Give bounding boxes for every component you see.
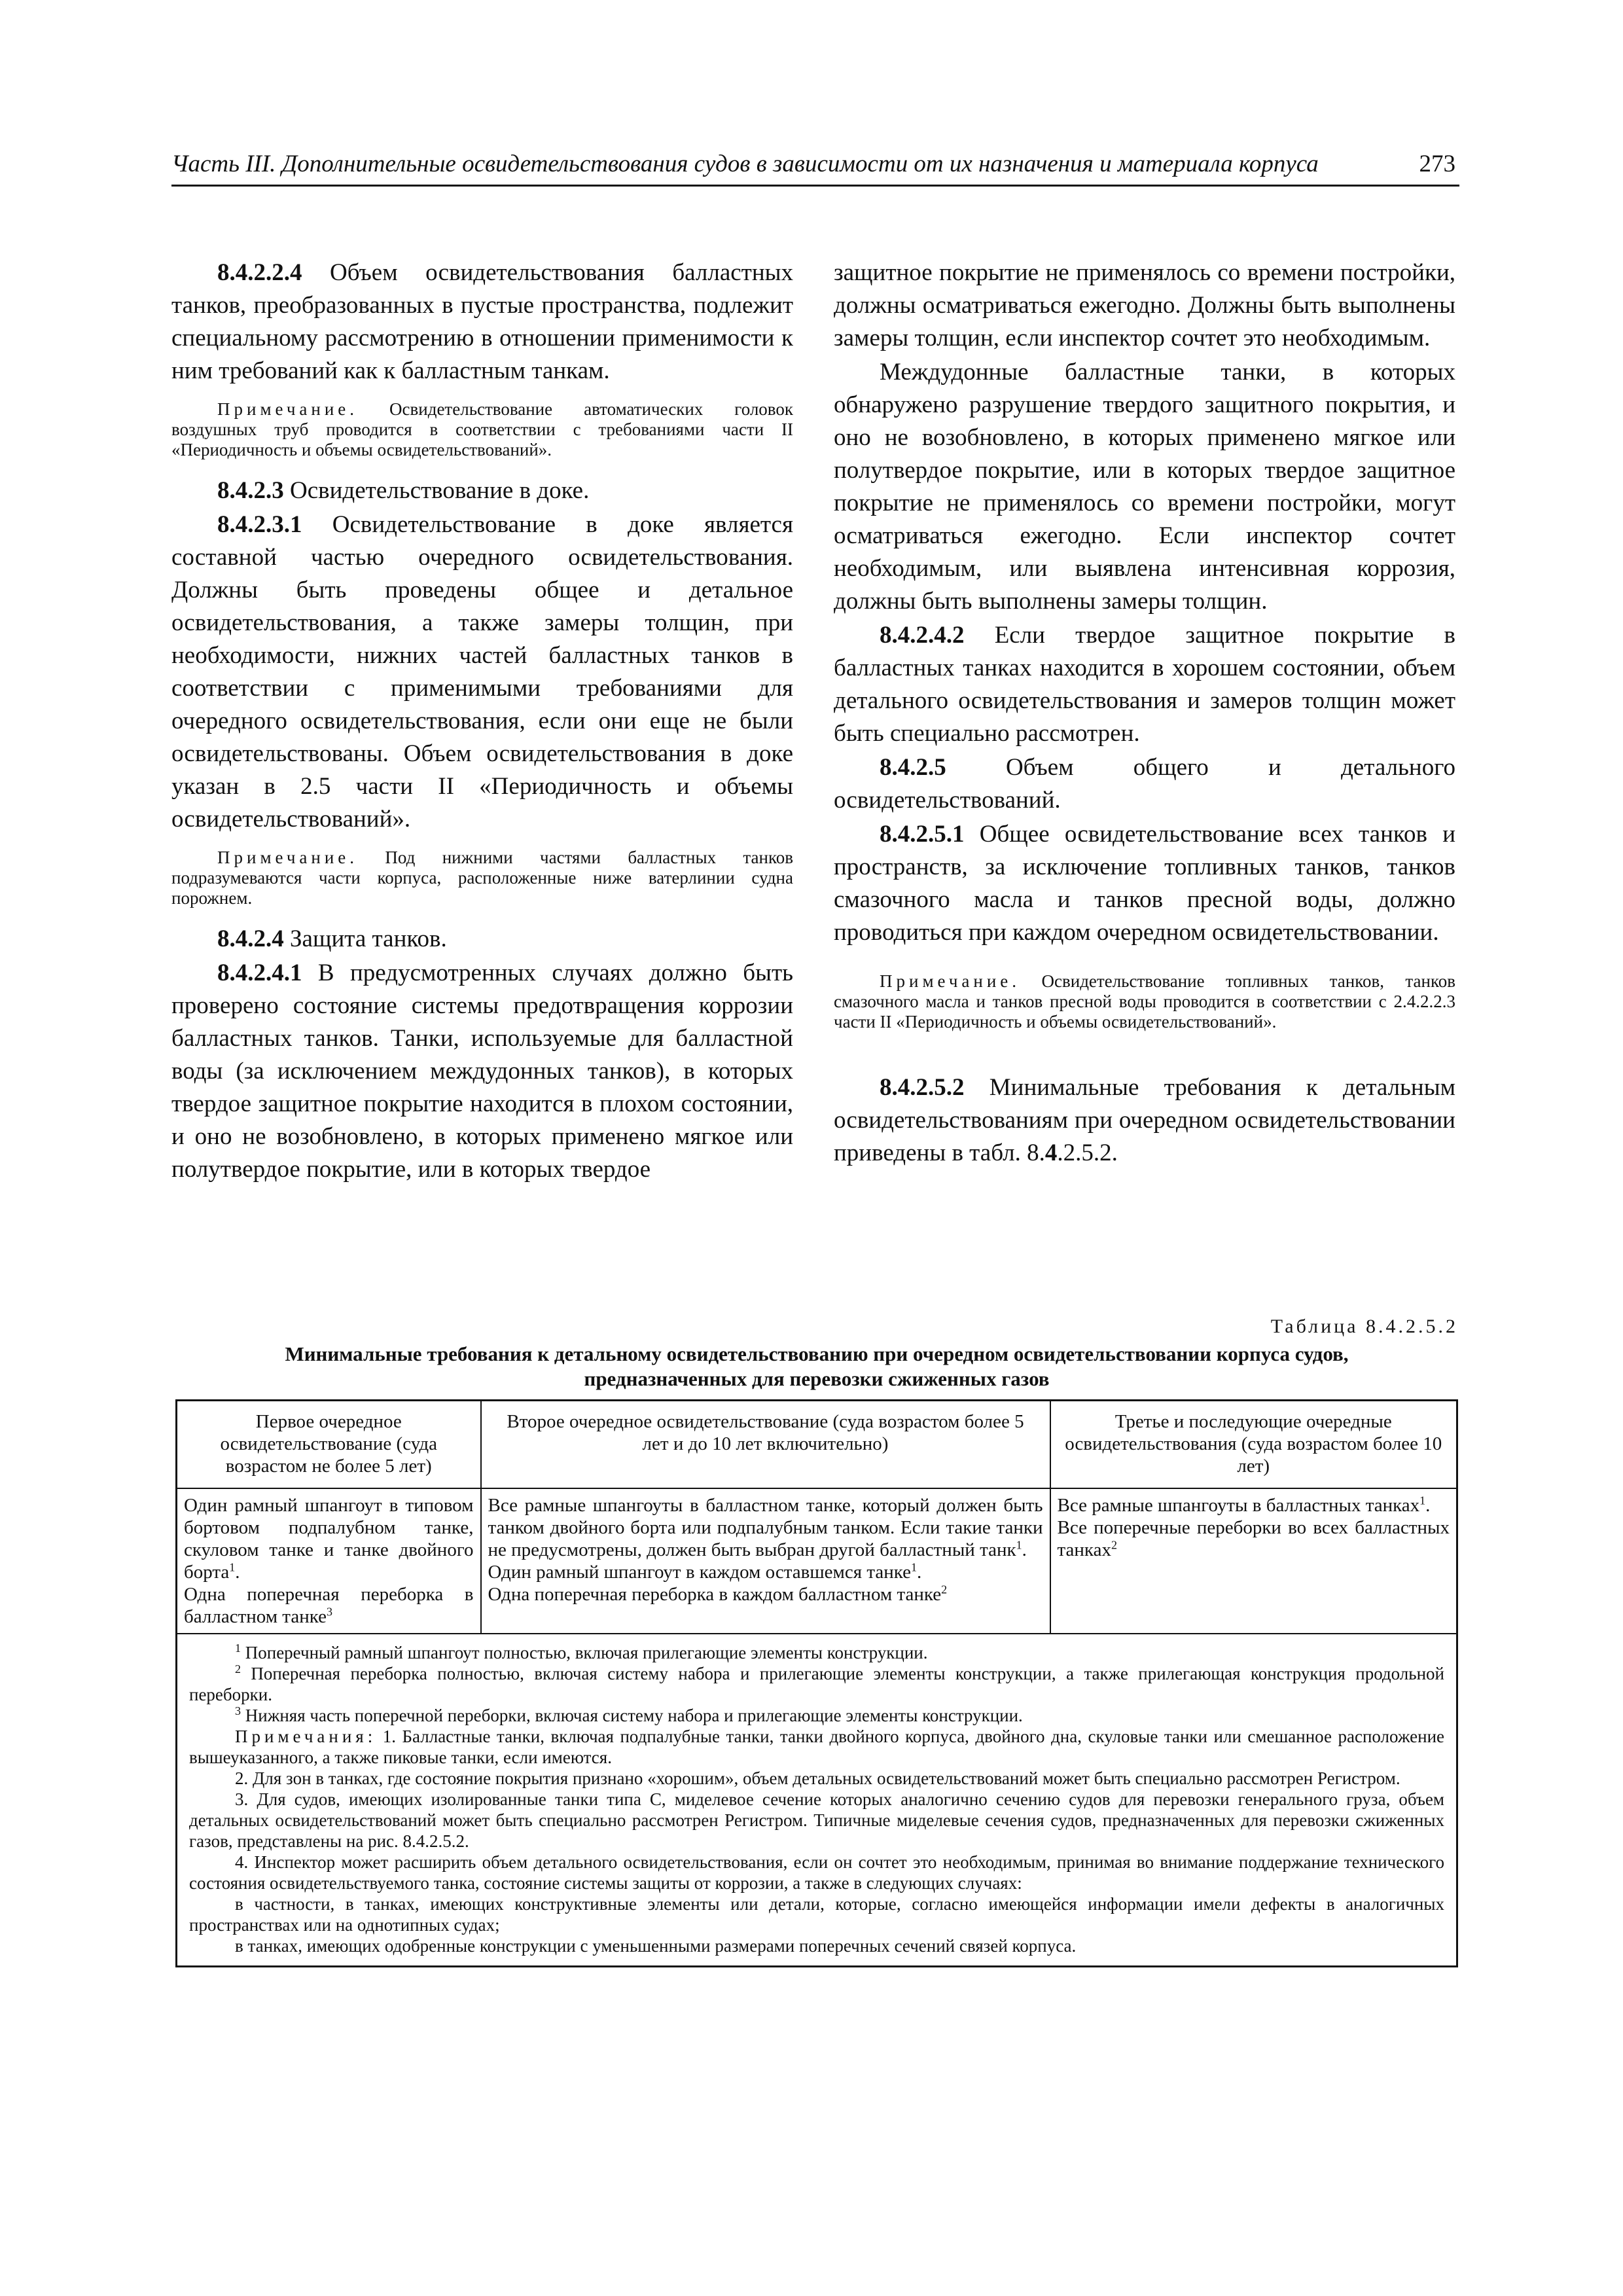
table-note-2: 2. Для зон в танках, где состояние покрытия признано «хорошим», объем детальных освидетельствований может быть специально рассмотрен Регистром. <box>235 1768 1400 1788</box>
table-row <box>177 1488 1457 1634</box>
paragraph-8-4-2-5-2: 8.4.2.5.2 Минимальные требования к детальным освидетельствованиям при очередном освидетельствовании приведены в табл. 8.4.2.5.2. <box>834 1074 1455 1166</box>
paragraph-8-4-2-3: 8.4.2.3 Освидетельствование в доке. <box>217 477 590 504</box>
note-fuel-tanks: Примечание. Освидетельствование топливных танков, танков смазочного масла и танков пресной воды проводится в соответствии с 2.4.2.2.3 части II «Периодичность и объемы освидетельствований». <box>834 971 1455 1031</box>
table-title-line-2: предназначенных для перевозки сжиженных газов <box>584 1367 1050 1390</box>
paragraph-8-4-2-5-1: 8.4.2.5.1 Общее освидетельствование всех танков и пространств, за исключение топливных танков, танков смазочного масла и танков пресной воды, должно проводиться при каждом очередном освидетельствовании. <box>834 821 1455 946</box>
table-note-4a: в частности, в танках, имеющих конструктивные элементы или детали, которые, согласно имеющейся информации имели дефекты в аналогичных пространствах или на однотипных судах; <box>189 1894 1444 1935</box>
table-footnotes <box>177 1634 1457 1967</box>
table-caption: Таблица 8.4.2.5.2 <box>1270 1316 1458 1337</box>
paragraph-continuation: защитное покрытие не применялось со времени постройки, должны осматриваться ежегодно. Должны быть выполнены замеры толщин, если инспектор сочтет это необходимым. <box>834 259 1455 351</box>
paragraph-8-4-2-2-4: 8.4.2.2.4 Объем освидетельствования балластных танков, преобразованных в пустые пространства, подлежит специальному рассмотрению в отношении применимости к ним требований как к балластным танкам. <box>171 259 793 384</box>
paragraph-double-bottom-tanks: Междудонные балластные танки, в которых обнаружено разрушение твердого защитного покрытия, и оно не возобновлено, в которых применено мягкое или полутвердое покрытие, или в которых твердое защитное покрытие не применялось со времени постройки, могут осматриваться ежегодно. Если инспектор сочтет необходимым, или выявлена интенсивная коррозия, должны быть выполнены замеры толщин. <box>834 359 1455 615</box>
table-note-4b: в танках, имеющих одобренные конструкции с уменьшенными размерами поперечных сечений связей корпуса. <box>235 1936 1077 1956</box>
footnote-3: $^3$ Нижняя часть поперечной переборки, включая систему набора и прилегающие элементы конструкции. <box>235 1704 1023 1725</box>
table-title <box>175 1342 1458 1391</box>
table-section <box>175 1316 1458 1967</box>
running-header <box>171 145 1459 187</box>
table-note-1: Примечания: 1. Балластные танки, включая подпалубные танки, танки двойного корпуса, двойного дна, скуловые танки или смешанное расположение вышеуказанного, а также пиковые танки, если имеются. <box>189 1727 1444 1767</box>
header-second-survey: Второе очередное освидетельствование (суда возрастом более 5 лет и до 10 лет включительно) <box>481 1401 1050 1489</box>
table-notes-row <box>177 1634 1457 1967</box>
cell-third-survey: Все рамные шпангоуты в балластных танках$^1$. Все поперечные переборки во всех балластных танках$^2$ <box>1050 1488 1457 1634</box>
requirements-table <box>175 1399 1458 1967</box>
table-header-row <box>177 1401 1457 1489</box>
footnote-1: $^1$ Поперечный рамный шпангоут полностью, включая прилегающие элементы конструкции. <box>235 1641 928 1662</box>
right-column <box>834 257 1455 1170</box>
cell-first-survey: Один рамный шпангоут в типовом бортовом подпалубном танке, скуловом танке и танке двойного борта$^1$. Одна поперечная переборка в балластном танке$^3$ <box>177 1488 481 1634</box>
left-column <box>171 257 793 1186</box>
paragraph-8-4-2-3-1: 8.4.2.3.1 Освидетельствование в доке является составной частью очередного освидетельствования. Должны быть проведены общее и детальное освидетельствования, а также замеры толщин, при необходимости, нижних частей балластных танков в соответствии с применимыми требованиями для очередного освидетельствования, если они еще не были освидетельствованы. Объем освидетельствования в доке указан в 2.5 части II «Периодичность и объемы освидетельствований». <box>171 511 793 833</box>
note-lower-parts: Примечание. Под нижними частями балластных танков подразумеваются части корпуса, расположенные ниже ватерлинии судна порожнем. <box>171 848 793 908</box>
paragraph-8-4-2-4: 8.4.2.4 Защита танков. <box>217 925 447 952</box>
table-note-4: 4. Инспектор может расширить объем детального освидетельствования, если он сочтет это необходимым, принимая во внимание поддержание технического состояния освидетельствуемого танка, состояние системы защиты от коррозии, а также в следующих случаях: <box>189 1852 1444 1893</box>
note-air-pipes: Примечание. Освидетельствование автоматических головок воздушных труб проводится в соответствии с требованиями части II «Периодичность и объемы освидетельствований». <box>171 399 793 459</box>
paragraph-8-4-2-4-2: 8.4.2.4.2 Если твердое защитное покрытие в балластных танках находится в хорошем состоянии, объем детального освидетельствования и замеров толщин может быть специально рассмотрен. <box>834 622 1455 747</box>
paragraph-8-4-2-5: 8.4.2.5 Объем общего и детального освидетельствований. <box>834 754 1455 814</box>
table-note-3: 3. Для судов, имеющих изолированные танки типа С, миделевое сечение которых аналогично сечению судов для перевозки генерального груза, объем детальных освидетельствований может быть специально рассмотрен Регистром. Типичные миделевые сечения судов, предназначенных для перевозки сжиженных газов, представлены на рис. 8.4.2.5.2. <box>189 1789 1444 1851</box>
table-title-line-1: Минимальные требования к детальному освидетельствованию при очередном освидетельствовании корпуса судов, <box>285 1342 1349 1365</box>
header-first-survey: Первое очередное освидетельствование (суда возрастом не более 5 лет) <box>177 1401 481 1489</box>
paragraph-8-4-2-4-1: 8.4.2.4.1 В предусмотренных случаях должно быть проверено состояние системы предотвращения коррозии балластных танков. Танки, используемые для балластной воды (за исключением междудонных танков), в которых твердое защитное покрытие находится в плохом состоянии, и оно не возобновлено, в которых применено мягкое или полутвердое покрытие, или в которых твердое <box>171 960 793 1183</box>
header-title: Часть III. Дополнительные освидетельствования судов в зависимости от их назначения и материала корпуса <box>171 151 1319 177</box>
cell-second-survey: Все рамные шпангоуты в балластном танке, который должен быть танком двойного борта или подпалубным танком. Если такие танки не предусмотрены, должен быть выбран другой балластный танк$^1$. Один рамный шпангоут в каждом оставшемся танке$^1$. Одна поперечная переборка в каждом балластном танке$^2$ <box>481 1488 1050 1634</box>
footnote-2: $^2$ Поперечная переборка полностью, включая систему набора и прилегающие элементы конструкции, а также прилегающая конструкция продольной переборки. <box>189 1662 1444 1704</box>
header-third-survey: Третье и последующие очередные освидетельствования (суда возрастом более 10 лет) <box>1050 1401 1457 1489</box>
page-number: 273 <box>1419 151 1455 177</box>
